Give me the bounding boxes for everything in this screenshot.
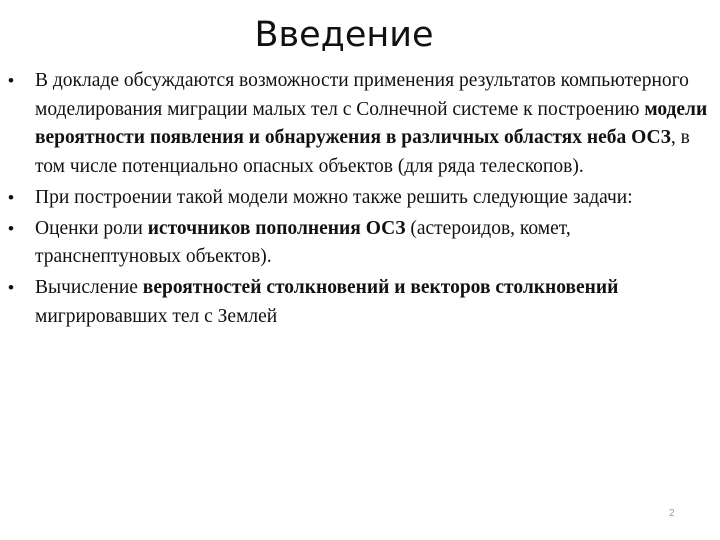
slide-title: Введение bbox=[254, 15, 434, 55]
page-number: 2 bbox=[669, 508, 675, 519]
bold-text-segment: модели вероятности появления и обнаружения в различных областях неба ОСЗ bbox=[35, 98, 708, 149]
text-segment: Вычисление bbox=[35, 276, 143, 298]
bullet-list bbox=[8, 67, 708, 333]
bullet-text bbox=[35, 70, 707, 177]
bullet-dot-icon: • bbox=[8, 71, 14, 90]
bullet-text bbox=[35, 187, 633, 208]
bullet-text bbox=[35, 218, 571, 268]
bullet-item bbox=[8, 215, 708, 272]
bold-text-segment: вероятностей столкновений и векторов столкновений bbox=[142, 276, 619, 298]
text-segment: В докладе обсуждаются возможности применения результатов компьютерного моделирования миграции малых тел с Солнечной системе к построению bbox=[35, 70, 689, 120]
bold-text-segment: источников пополнения ОСЗ bbox=[147, 217, 406, 239]
bullet-dot-icon: • bbox=[8, 187, 14, 207]
text-segment: (астероидов, комет, транснептуновых объектов). bbox=[35, 217, 571, 268]
bullet-item bbox=[8, 184, 708, 213]
bullet-item bbox=[8, 274, 708, 331]
text-segment: мигрировавших тел с Землей bbox=[35, 305, 278, 327]
text-segment: Оценки роли bbox=[35, 217, 148, 239]
text-segment: При построении такой модели можно также решить следующие задачи: bbox=[35, 186, 633, 208]
bullet-text bbox=[35, 277, 618, 327]
bullet-item bbox=[8, 67, 708, 182]
text-segment: , в том числе потенциально опасных объектов (для ряда телескопов). bbox=[35, 127, 690, 178]
bullet-dot-icon: • bbox=[8, 218, 14, 238]
bullet-dot-icon: • bbox=[8, 277, 14, 297]
